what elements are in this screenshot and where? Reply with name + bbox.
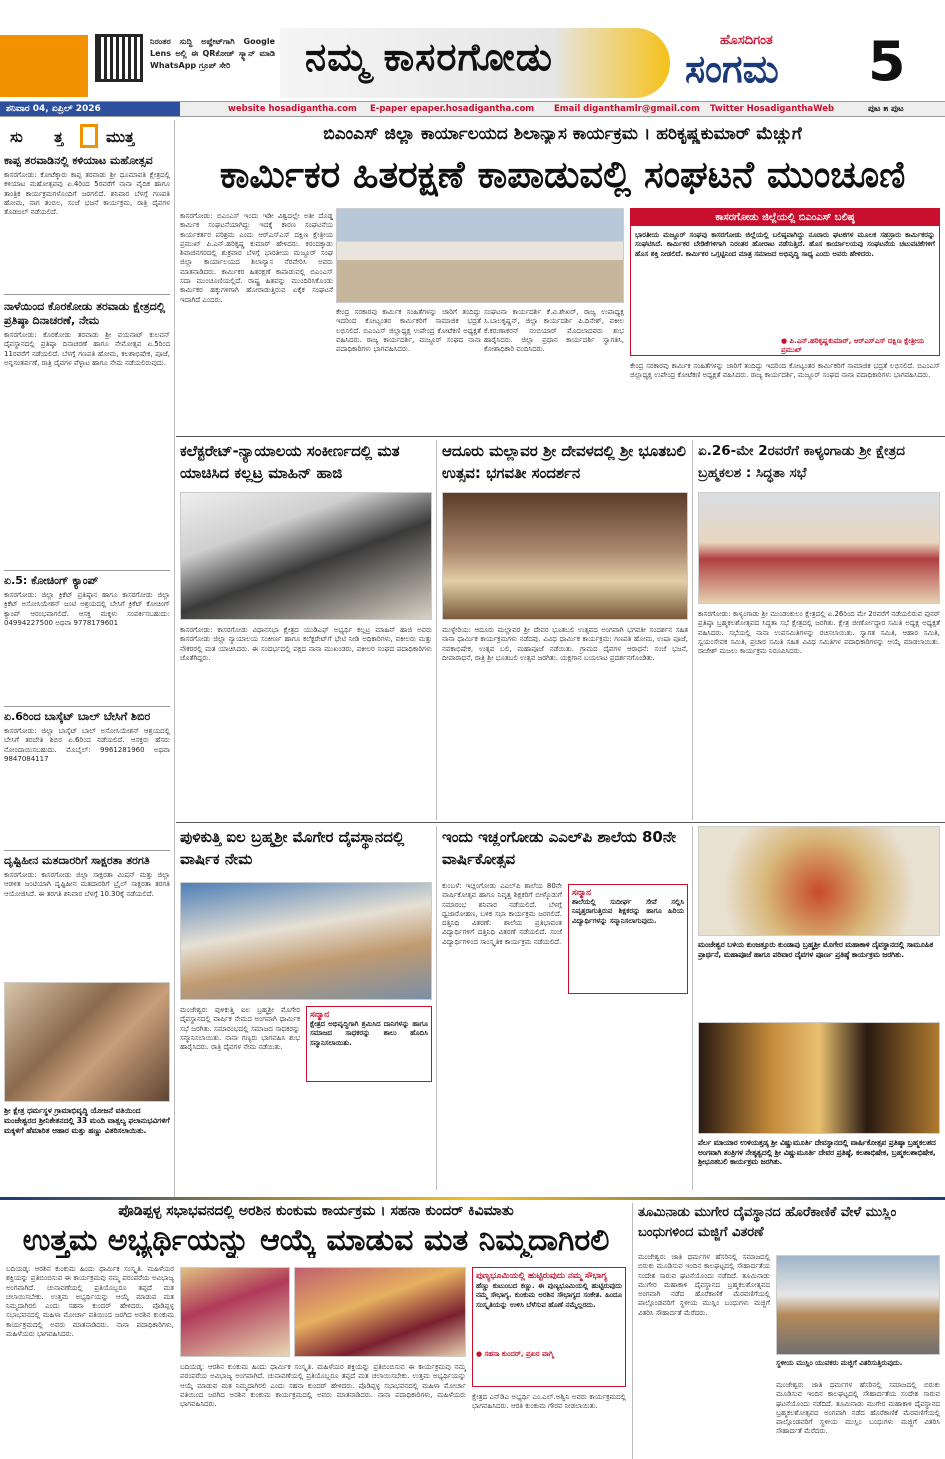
lead-body-mid: ಕೇಂದ್ರ ಸರಕಾರವು ಕಾರ್ಮಿಕ ಸಂಹಿತೆಗಳನ್ನು ಜಾರಿಗೆ ತಂದಿದ್ದು ಇದರಿಂದ ಕೋಟ್ಯಂತರ ಕಾರ್ಮಿಕರಿಗೆ ಸಾಮಾಜಿಕ ಭದ್ರತೆ ಲಭಿಸಲಿದೆ. ಬಿಎಂಎಸ್ ಜಿಲ್ಲಾಧ್ಯಕ್ಷ ಉಪೇಂದ್ರ ಕೋಟೆಕಣಿ ಅಧ್ಯಕ್ಷತೆ ವಹಿಸಿದರು. ರಾಜ್ಯ ಕಾರ್ಯದರ್ಶಿ, ಮಜ್ದೂರ್ ಸಂಘದ ನಾನಾ ಪದಾಧಿಕಾರಿಗಳು ಭಾಗವಹಿಸಿದರು. bbox=[336, 308, 481, 354]
sidebar-item-body: ಕಾಸರಗೋಡು: ಕಾಸರಗೋಡು ಜಿಲ್ಲಾ ಸಾಕ್ಷರತಾ ಮಿಷನ್ ಮತ್ತು ಜಿಲ್ಲಾ ಆಡಳಿತ ಜಂಟಿಯಾಗಿ ದೃಷ್ಟಿಹೀನ ಮತದಾರರಿಗೆ ಬ್ರೈಲ್ ಸಾಕ್ಷರತಾ ತರಗತಿ ಆಯೋಜಿಸಿದೆ. ಈ ತರಗತಿ ಶನಿವಾರ ಬೆಳಗ್ಗೆ 10.30ಕ್ಕೆ ನಡೆಯಲಿದೆ. bbox=[4, 871, 170, 898]
sidebar-title-mid: ತ್ತ bbox=[54, 128, 64, 146]
story-1-body: ಕಾಸರಗೋಡು: ಕಾಸರಗೋಡು ವಿಧಾನಸಭಾ ಕ್ಷೇತ್ರದ ಯುಡಿಎಫ್ ಅಭ್ಯರ್ಥಿ ಕಲ್ಲಟ್ರ ಮಾಹಿನ್ ಹಾಜಿ ಅವರು ಕಾಸರಗೋಡು ಜಿಲ್ಲಾ ನ್ಯಾಯಾಲಯ ಸಂಕೀರ್ಣ ಹಾಗೂ ಕಲೆಕ್ಟರೇಟ್‌ಗೆ ಭೇಟಿ ನೀಡಿ ಅಧಿಕಾರಿಗಳು, ವಕೀಲರು ಮತ್ತು ನೌಕರರಲ್ಲಿ ಮತ ಯಾಚಿಸಿದರು. ಈ ಸಂದರ್ಭದಲ್ಲಿ ಪಕ್ಷದ ನಾನಾ ಮುಖಂಡರು, ವಕೀಲರ ಸಂಘದ ಪದಾಧಿಕಾರಿಗಳು ಜೊತೆಗಿದ್ದರು. bbox=[180, 626, 432, 662]
bottom-right-body-2: ಮಂಜೇಶ್ವರ: ಜಾತಿ ಧರ್ಮಗಳ ಹೆಸರಿನಲ್ಲಿ ಸಮಾಜದಲ್ಲಿ ಬಿರುಕು ಮೂಡಿಸುವ ಇಂದಿನ ಕಾಲಘಟ್ಟದಲ್ಲಿ ಸೌಹಾರ್ದತೆಯ ಸಂದೇಶ ಸಾರುವ ಘಟನೆಯೊಂದು ನಡೆದಿದೆ. ತೂಮಿನಾಡು ಮುಗೇರ ಮಹಾಕಾಳಿ ದೈವಸ್ಥಾನದ ಬ್ರಹ್ಮಕಲಶೋತ್ಸವದ ಅಂಗವಾಗಿ ನಡೆದ ಹೊರೆಕಾಣಿಕೆ ಮೆರವಣಿಗೆಯಲ್ಲಿ ಪಾಲ್ಗೊಂಡವರಿಗೆ ಸ್ಥಳೀಯ ಮುಸ್ಲಿಂ ಬಂಧುಗಳು ಮಜ್ಜಿಗೆ ವಿತರಿಸಿ ಸೌಹಾರ್ದತೆ ಮೆರೆದರು. bbox=[776, 1381, 940, 1436]
sidebar-item-body: ಕಾಸರಗೋಡು: ಜಿಲ್ಲಾ ಕ್ರಿಕೆಟ್ ಪ್ರತಿಷ್ಠಾನ ಹಾಗೂ ಕಾಸರಗೋಡು ಜಿಲ್ಲಾ ಕ್ರಿಕೆಟ್ ಅಸೋಸಿಯೇಶನ್ ಜಂಟಿ ಆಶ್ರಯದಲ್ಲಿ ಬೇಸಿಗೆ ಕ್ರಿಕೆಟ್ ಕೋಚಿಂಗ್ ಕ್ಯಾಂಪ್ ಆರಂಭವಾಗಲಿದೆ. ಆಸಕ್ತ ಮಕ್ಕಳು ಸಂಪರ್ಕಿಸಬಹುದು: 04994227500 ಅಥವಾ 9778179601 bbox=[4, 591, 170, 627]
story-1 bbox=[180, 440, 432, 822]
website-link[interactable]: website hosadigantha.com bbox=[228, 104, 357, 114]
story-3-body: ಕಾಸರಗೋಡು: ಕಾಳ್ಯಂಗಾಡು ಶ್ರೀ ಮುಂಡಂಕುಲಂ ಕ್ಷೇತ್ರದಲ್ಲಿ ಏ.26ರಿಂದ ಮೇ 2ರವರೆಗೆ ನಡೆಯಲಿರುವ ಪುನರ್ ಪ್ರತಿಷ್ಠಾ ಬ್ರಹ್ಮಕಲಶೋತ್ಸವದ ಸಿದ್ಧತಾ ಸಭೆ ಕ್ಷೇತ್ರದಲ್ಲಿ ಜರಗಿತು. ಕ್ಷೇತ್ರ ಜೀರ್ಣೋದ್ಧಾರ ಸಮಿತಿ ಅಧ್ಯಕ್ಷ ಅಧ್ಯಕ್ಷತೆ ವಹಿಸಿದರು. ಸಭೆಯಲ್ಲಿ ನಾನಾ ಉಪಸಮಿತಿಗಳನ್ನು ರಚಿಸಲಾಯಿತು. ಸ್ವಾಗತ ಸಮಿತಿ, ಆಹಾರ ಸಮಿತಿ, ಸ್ವಯಂಸೇವಕ ಸಮಿತಿ, ಪ್ರಚಾರ ಸಮಿತಿ ಸಹಿತ ವಿವಿಧ ಸಮಿತಿಗಳ ಪದಾಧಿಕಾರಿಗಳನ್ನು ಆಯ್ಕೆ ಮಾಡಲಾಯಿತು. ರಾಜೇಶ್ ಮಜಲು ಕಾರ್ಯಕ್ರಮ ನಿರೂಪಿಸಿದರು. bbox=[698, 610, 940, 656]
story-5-honor-box bbox=[568, 884, 688, 994]
sidebar-item-2 bbox=[4, 300, 170, 561]
story-5 bbox=[442, 826, 688, 1192]
lead-sidebar-box bbox=[630, 208, 940, 356]
story-5-honor-body: ಶಾಲೆಯಲ್ಲಿ ಸುದೀರ್ಘ ಸೇವೆ ಸಲ್ಲಿಸಿ ನಿವೃತ್ತರಾಗುತ್ತಿರುವ ಶಿಕ್ಷಕರನ್ನು ಹಾಗೂ ಹಿರಿಯ ವಿದ್ಯಾರ್ಥಿಗಳನ್ನು ಸನ್ಮಾನಿಸಲಾಗುವುದು. bbox=[572, 898, 684, 925]
photo-feature-caption-1: ಮಂಜೇಶ್ವರ ಬಳಿಯ ಕುಂಜತ್ತೂರು ಕುಂಡಾಪು ಬ್ರಹ್ಮಶ್ರೀ ಮೊಗೇರ ಮಹಾಕಾಳಿ ದೈವಸ್ಥಾನದಲ್ಲಿ ಸಾಮೂಹಿಕ ಪ್ರಾರ್ಥನೆ, ಮಹಾಪೂಜೆ ಹಾಗೂ ಪರಿವಾರ ದೈವಗಳ ಪೂರ್ಣ ಪ್ರತಿಷ್ಠೆ ಕಾರ್ಯಕ್ರಮ ಜರಗಿತು. bbox=[698, 940, 933, 959]
sidebar-item-head: ಕಾಪ್ಪ ತರವಾಡಿನಲ್ಲಿ ಕಳಿಯಾಟ ಮಹೋತ್ಸವ bbox=[4, 154, 153, 167]
story-5-honor-head: ಸನ್ಮಾನ bbox=[572, 888, 592, 898]
bottom-left-body-2: ಬದಿಯಡ್ಕ: ಆರಶಿನ ಕುಂಕುಮ ಹಿಂದು ಧಾರ್ಮಿಕ ಸಂಸ್ಕೃತಿ. ಮಹಿಳೆಯರ ಶಕ್ತಿಯನ್ನು ಪ್ರತಿಬಿಂಬಿಸುವ ಈ ಕಾರ್ಯಕ್ರಮವು ನಮ್ಮ ಪರಂಪರೆಯ ಅವಿಭಾಜ್ಯ ಅಂಗವಾಗಿದೆ. ಚುನಾವಣೆಯಲ್ಲಿ ಪ್ರತಿಯೊಬ್ಬರೂ ತಪ್ಪದೆ ಮತ ಚಲಾಯಿಸಬೇಕು. ಉತ್ತಮ ಅಭ್ಯರ್ಥಿಯನ್ನು ಆಯ್ಕೆ ಮಾಡುವ ಮತ ನಿಮ್ಮದಾಗಿರಲಿ ಎಂದು ಸಹನಾ ಕುಂದರ್ ಹೇಳಿದರು. ಪೊಡಿಪ್ಪಳ್ಳ ಸಭಾಭವನದಲ್ಲಿ ಮಹಿಳಾ ಮೋರ್ಚಾ ವತಿಯಿಂದ ಜರಗಿದ ಅರಶಿನ ಕುಂಕುಮ ಕಾರ್ಯಕ್ರಮದಲ್ಲಿ ಅವರು ಮಾತನಾಡಿದರು. ನಾನಾ ಪದಾಧಿಕಾರಿಗಳು, ಮಹಿಳೆಯರು ಭಾಗವಹಿಸಿದರು. bbox=[180, 1363, 466, 1409]
sidebar-item-5 bbox=[4, 854, 170, 963]
sidebar-title-right: ಮುತ್ತ bbox=[106, 128, 135, 146]
page-number: 5 bbox=[868, 30, 906, 93]
photo-feature bbox=[698, 826, 940, 1192]
bottom-right-headline: ತೂಮಿನಾಡು ಮುಗೇರ ದೈವಸ್ಥಾನದ ಹೊರೆಕಾಣಿಕೆ ವೇಳೆ ಮುಸ್ಲಿಂ ಬಂಧುಗಳಿಂದ ಮಜ್ಜಿಗೆ ವಿತರಣೆ bbox=[638, 1205, 897, 1240]
bottom-right-caption: ಸ್ಥಳೀಯ ಮುಸ್ಲಿಂ ಯುವಕರು ಮಜ್ಜಿಗೆ ವಿತರಿಸುತ್ತಿರುವುದು. bbox=[776, 1359, 903, 1367]
sidebar-title bbox=[4, 124, 170, 150]
pages-label: ಪುಟ ೫ ಪುಟ bbox=[868, 104, 904, 114]
story-4-honor-box bbox=[306, 1006, 432, 1082]
lead-photo bbox=[336, 208, 624, 303]
story-2-photo bbox=[442, 492, 688, 620]
epaper-link[interactable]: E-paper epaper.hosadigantha.com bbox=[370, 104, 535, 114]
story-4-honor-body: ಕ್ಷೇತ್ರದ ಅಭಿವೃದ್ಧಿಗಾಗಿ ಶ್ರಮಿಸಿದ ದಾನಿಗಳನ್ನು ಹಾಗೂ ಸಮಾಜದ ಸಾಧಕರನ್ನು ಶಾಲು ಹೊದಿಸಿ ಸನ್ಮಾನಿಸಲಾಯಿತು. bbox=[310, 1020, 428, 1047]
sidebar-logo-icon bbox=[80, 124, 98, 148]
story-5-body: ಕುಂಬಳೆ: ಇಚ್ಲಂಗೋಡು ಎಎಲ್‌ಪಿ ಶಾಲೆಯ 80ನೇ ವಾರ್ಷಿಕೋತ್ಸವ ಹಾಗೂ ನಿವೃತ್ತ ಶಿಕ್ಷಕರಿಗೆ ಬೀಳ್ಕೊಡುಗೆ ಸಮಾರಂಭ ಶನಿವಾರ ನಡೆಯಲಿದೆ. ಬೆಳಗ್ಗೆ ಧ್ವಜಾರೋಹಣ, ಬಳಿಕ ಸಭಾ ಕಾರ್ಯಕ್ರಮ ಜರಗಲಿದೆ. ದತ್ತಿನಿಧಿ ವಿತರಣೆ: ಶಾಲೆಯ ಪ್ರತಿಭಾವಂತ ವಿದ್ಯಾರ್ಥಿಗಳಿಗೆ ದತ್ತಿನಿಧಿ ವಿತರಣೆ ನಡೆಯಲಿದೆ. ಸಂಜೆ ವಿದ್ಯಾರ್ಥಿಗಳಿಂದ ಸಾಂಸ್ಕೃತಿಕ ಕಾರ್ಯಕ್ರಮ ನಡೆಯಲಿದೆ. bbox=[442, 882, 562, 946]
story-4 bbox=[180, 826, 432, 1192]
bottom-left-body: ಬದಿಯಡ್ಕ: ಆರಶಿನ ಕುಂಕುಮ ಹಿಂದು ಧಾರ್ಮಿಕ ಸಂಸ್ಕೃತಿ. ಮಹಿಳೆಯರ ಶಕ್ತಿಯನ್ನು ಪ್ರತಿಬಿಂಬಿಸುವ ಈ ಕಾರ್ಯಕ್ರಮವು ನಮ್ಮ ಪರಂಪರೆಯ ಅವಿಭಾಜ್ಯ ಅಂಗವಾಗಿದೆ. ಚುನಾವಣೆಯಲ್ಲಿ ಪ್ರತಿಯೊಬ್ಬರೂ ತಪ್ಪದೆ ಮತ ಚಲಾಯಿಸಬೇಕು. ಉತ್ತಮ ಅಭ್ಯರ್ಥಿಯನ್ನು ಆಯ್ಕೆ ಮಾಡುವ ಮತ ನಿಮ್ಮದಾಗಿರಲಿ ಎಂದು ಸಹನಾ ಕುಂದರ್ ಹೇಳಿದರು. ಪೊಡಿಪ್ಪಳ್ಳ ಸಭಾಭವನದಲ್ಲಿ ಮಹಿಳಾ ಮೋರ್ಚಾ ವತಿಯಿಂದ ಜರಗಿದ ಅರಶಿನ ಕುಂಕುಮ ಕಾರ್ಯಕ್ರಮದಲ್ಲಿ ಅವರು ಮಾತನಾಡಿದರು. ನಾನಾ ಪದಾಧಿಕಾರಿಗಳು, ಮಹಿಳೆಯರು ಭಾಗವಹಿಸಿದರು. bbox=[6, 1265, 174, 1339]
bottom-left-box-body: ಹೆಣ್ಣು ಕುಟುಂಬದ ಕಣ್ಣು. ಈ ಪುಣ್ಯಭೂಮಿಯಲ್ಲಿ ಹುಟ್ಟಿರುವುದು ನಮ್ಮ ಸೌಭಾಗ್ಯ. ಕುಂಕುಮ ಅರಶಿನ ಸೌಭಾಗ್ಯದ ಸಂಕೇತ. ಹಿಂದೂ ಸಂಸ್ಕೃತಿಯನ್ನು ಉಳಿಸಿ ಬೆಳೆಸುವ ಹೊಣೆ ನಮ್ಮೆಲ್ಲರದು. bbox=[476, 1282, 622, 1309]
bottom-right-story bbox=[638, 1203, 940, 1459]
lead-body-right: ಸಂಘಟನಾ ಕಾರ್ಯದರ್ಶಿ ಕೆ.ವಿ.ಶೇಖರ್, ರಾಜ್ಯ ಉಪಾಧ್ಯಕ್ಷ ಸಿ.ಬಾಲಕೃಷ್ಣನ್, ಜಿಲ್ಲಾ ಕಾರ್ಯದರ್ಶಿ ಪಿ.ದಿನೇಶ್, ವಕೀಲ ಕೆ.ಕರುಣಾಕರನ್ ನಂಬಿಯಾರ್ ಮೊದಲಾದವರು ಶುಭ ಹಾರೈಸಿದರು. ಜಿಲ್ಲಾ ಪ್ರಧಾನ ಕಾರ್ಯದರ್ಶಿ ಸ್ವಾಗತಿಸಿ, ಕೋಶಾಧಿಕಾರಿ ವಂದಿಸಿದರು. bbox=[484, 308, 624, 354]
story-4-photo bbox=[180, 882, 432, 1000]
date-bar bbox=[0, 101, 945, 117]
bottom-left-body2: ಕ್ಷೇತ್ರದ ಎನ್‌ಡಿಎ ಅಭ್ಯರ್ಥಿ ಎಂ.ಎಲ್.ಅಶ್ವಿನಿ ಅವರು ಕಾರ್ಯಕ್ರಮದಲ್ಲಿ ಭಾಗವಹಿಸಿದರು. ಆರತಿ ಕುಂಕುಮ ಗೌರವ ನೀಡಲಾಯಿತು. bbox=[472, 1393, 626, 1411]
bottom-left-box-sign: ● ಸಹನಾ ಕುಂದರ್, ಪ್ರಖರ ವಾಗ್ಮಿ bbox=[476, 1350, 554, 1358]
sidebar-item-body: ಕಾಸರಗೋಡು: ಕೋಟೆಕ್ಕಾರು ಕಾಪ್ಪ ತರವಾಡು ಶ್ರೀ ಧೂಮಾವತಿ ಕ್ಷೇತ್ರದಲ್ಲಿ ಕಳಿಯಾಟ ಮಹೋತ್ಸವವು ಏ.4ರಿಂದ 5ರವರೆಗೆ ನಾನಾ ವೈದಿಕ ಹಾಗೂ ತಾಂತ್ರಿಕ ಕಾರ್ಯಕ್ರಮಗಳೊಂದಿಗೆ ಜರಗಲಿದೆ. ಶನಿವಾರ ಬೆಳಗ್ಗೆ ಗಣಪತಿ ಹೋಮ, ನಾಗ ತಂಬಿಲ, ಸಂಜೆ ಭಜನೆ ಕಾರ್ಯಕ್ರಮ, ರಾತ್ರಿ ದೈವಗಳ ತೊಡಙಲ್ ನಡೆಯಲಿದೆ. bbox=[4, 171, 170, 217]
bottom-left-box bbox=[472, 1267, 626, 1387]
lead-sidebar-continued: ಕೇಂದ್ರ ಸರಕಾರವು ಕಾರ್ಮಿಕ ಸಂಹಿತೆಗಳನ್ನು ಜಾರಿಗೆ ತಂದಿದ್ದು ಇದರಿಂದ ಕೋಟ್ಯಂತರ ಕಾರ್ಮಿಕರಿಗೆ ಸಾಮಾಜಿಕ ಭದ್ರತೆ ಲಭಿಸಲಿದೆ. ಬಿಎಂಎಸ್ ಜಿಲ್ಲಾಧ್ಯಕ್ಷ ಉಪೇಂದ್ರ ಕೋಟೆಕಣಿ ಅಧ್ಯಕ್ಷತೆ ವಹಿಸಿದರು. ರಾಜ್ಯ ಕಾರ್ಯದರ್ಶಿ, ಮಜ್ದೂರ್ ಸಂಘದ ನಾನಾ ಪದಾಧಿಕಾರಿಗಳು ಭಾಗವಹಿಸಿದರು. bbox=[630, 362, 940, 380]
sidebar-title-left: ಸು bbox=[10, 128, 23, 146]
sidebar-item-head: ನಾಳೆಯಿಂದ ಕೊರಕೋಡು ತರವಾಡು ಕ್ಷೇತ್ರದಲ್ಲಿ ಪ್ರತಿಷ್ಠಾ ದಿನಾಚರಣೆ, ನೇಮ bbox=[4, 300, 166, 327]
qr-code[interactable] bbox=[95, 34, 143, 82]
photo-feature-1 bbox=[698, 826, 940, 936]
sidebar-item-body: ಕಾಸರಗೋಡು: ಕೊರಕೋಡು ತರವಾಡು ಶ್ರೀ ವಯನಾಟ್ ಕುಲವನ್ ದೈವಸ್ಥಾನದಲ್ಲಿ ಪ್ರತಿಷ್ಠಾ ದಿನಾಚರಣೆ ಹಾಗೂ ನೇಮೋತ್ಸವ ಏ.5ರಿಂದ 11ರವರೆಗೆ ನಡೆಯಲಿದೆ. ಬೆಳಗ್ಗೆ ಗಣಪತಿ ಹೋಮ, ಕಲಶಾಭಿಷೇಕ, ಪೂಜೆ, ಅನ್ನಸಂತರ್ಪಣೆ, ರಾತ್ರಿ ದೈವಗಳ ವೆಳ್ಳಾಟ ಹಾಗೂ ನೇಮ ನಡೆಯಲಿರುವುದು. bbox=[4, 331, 170, 367]
sidebar-item-body: ಕಾಸರಗೋಡು: ಜಿಲ್ಲಾ ಬಾಸ್ಕೆಟ್ ಬಾಲ್ ಅಸೋಸಿಯೇಶನ್ ಆಶ್ರಯದಲ್ಲಿ ಬೇಸಿಗೆ ತರಬೇತಿ ಶಿಬಿರ ಏ.6ರಿಂದ ನಡೆಯಲಿದೆ. ಆಸಕ್ತರು ಹೆಸರು ನೋಂದಾಯಿಸಬಹುದು. ಮೊಬೈಲ್: 9961281960 ಅಥವಾ 9847084117 bbox=[4, 727, 170, 763]
story-3-photo bbox=[698, 492, 940, 604]
bottom-left-box-head: ಪುಣ್ಯಭೂಮಿಯಲ್ಲಿ ಹುಟ್ಟಿರುವುದು ನಮ್ಮ ಸೌಭಾಗ್ಯ bbox=[476, 1271, 608, 1281]
bottom-divider bbox=[0, 1197, 945, 1200]
sidebar-item-1 bbox=[4, 154, 170, 266]
story-2-body: ಮುಳ್ಳೇರಿಯ: ಆದೂರು ಮಲ್ಲಾವರ ಶ್ರೀ ದೇವರ ಭೂತಬಲಿ ಉತ್ಸವದ ಅಂಗವಾಗಿ ಭಗವತೀ ಸಂದರ್ಶನ ಸಹಿತ ನಾನಾ ಧಾರ್ಮಿಕ ಕಾರ್ಯಕ್ರಮಗಳು ನಡೆದವು. ವಿವಿಧ ಧಾರ್ಮಿಕ ಕಾರ್ಯಕ್ರಮ: ಗಣಪತಿ ಹೋಮ, ಉಷಾ ಪೂಜೆ, ನವಕಾಭಿಷೇಕ, ಉತ್ಸವ ಬಲಿ, ಮಹಾಪೂಜೆ ನಡೆಯಿತು. ಗ್ರಾಮದ ದೈವಗಳ ಆರಾಧನೆ: ಸಂಜೆ ಭಜನೆ, ದೀಪಾರಾಧನೆ, ರಾತ್ರಿ ಶ್ರೀ ಭೂತಬಲಿ ಉತ್ಸವ ಜರಗಿತು. ಯಕ್ಷಗಾನ ಬಯಲಾಟ ಪ್ರದರ್ಶನಗೊಂಡಿತು. bbox=[442, 626, 688, 662]
email-link[interactable]: Email diganthamlr@gmail.com bbox=[554, 104, 700, 114]
bottom-left-headline: ಉತ್ತಮ ಅಭ್ಯರ್ಥಿಯನ್ನು ಆಯ್ಕೆ ಮಾಡುವ ಮತ ನಿಮ್ಮದಾಗಿರಲಿ bbox=[22, 1223, 610, 1258]
lead-body-left: ಕಾಸರಗೋಡು: ಬಿಎಂಎಸ್ ಇಂದು ಇಡೀ ವಿಶ್ವದಲ್ಲೇ ಅತೀ ದೊಡ್ಡ ಕಾರ್ಮಿಕ ಸಂಘಟನೆಯಾಗಿದ್ದು ಇದಕ್ಕೆ ಕಾರಣ ಸಂಘಟನೆಯ ಕಾರ್ಯಕರ್ತರ ಪರಿಶ್ರಮ ಎಂದು ಆರ್‌ಎಸ್‌ಎಸ್ ದಕ್ಷಿಣ ಕ್ಷೇತ್ರೀಯ ಪ್ರಮುಖ್ ಪಿ.ಎನ್.ಹರಿಕೃಷ್ಣ ಕುಮಾರ್ ಹೇಳಿದರು. ಕರಂದಕ್ಕಾಡು ಶಿವಾಜಿನಗರದಲ್ಲಿ ಶುಕ್ರವಾರ ಬೆಳಗ್ಗೆ ಭಾರತೀಯ ಮಜ್ದೂರ್ ಸಂಘ ಜಿಲ್ಲಾ ಕಾರ್ಯಾಲಯದ ಶಿಲಾನ್ಯಾಸ ನೆರವೇರಿಸಿ ಅವರು ಮಾತನಾಡಿದರು. ಕಾರ್ಮಿಕರ ಹಿತರಕ್ಷಣೆ ಕಾಪಾಡುವಲ್ಲಿ ಬಿಎಂಎಸ್ ಸದಾ ಮುಂಚೂಣಿಯಲ್ಲಿದೆ. ರಾಷ್ಟ್ರ ಹಿತವನ್ನು ಮುಂದಿರಿಸಿಕೊಂಡು ಕಾರ್ಮಿಕರ ಹಕ್ಕುಗಳಿಗಾಗಿ ಹೋರಾಡುತ್ತಿರುವ ಏಕೈಕ ಸಂಘಟನೆ ಇದಾಗಿದೆ ಎಂದರು. bbox=[180, 212, 333, 304]
date-label: ಶನಿವಾರ 04, ಏಪ್ರಿಲ್ 2026 bbox=[0, 102, 180, 116]
photo-feature-caption-2: ಪೆರ್ಲ ಮಾಯಾರ ಉಳಿಯತ್ತಡ್ಕ ಶ್ರೀ ವಿಷ್ಣುಮೂರ್ತಿ ದೇವಸ್ಥಾನದಲ್ಲಿ ವಾರ್ಷಿಕೋತ್ಸವ ಪ್ರತಿಷ್ಠಾ ಬ್ರಹ್ಮಕಲಶದ ಅಂಗವಾಗಿ ತಂತ್ರಿಗಳ ನೇತೃತ್ವದಲ್ಲಿ ಶ್ರೀ ವಿಷ್ಣುಮೂರ್ತಿ ದೇವರ ಪ್ರತಿಷ್ಠೆ, ಕಲಶಾಭಿಷೇಕ, ಬ್ರಹ್ಮಕಲಶಾಭಿಷೇಕ, ಶ್ರೀಭೂತಬಲಿ ಕಾರ್ಯಕ್ರಮ ಜರಗಿತು. bbox=[698, 1138, 936, 1166]
story-4-headline: ಪುಳಿಕುತ್ತಿ ಐಲ ಬ್ರಹ್ಮಶ್ರೀ ಮೊಗೇರ ದೈವಸ್ಥಾನದಲ್ಲಿ ವಾರ್ಷಿಕ ನೇಮ bbox=[180, 828, 405, 868]
sidebar bbox=[0, 122, 172, 1200]
bottom-right-body: ಮಂಜೇಶ್ವರ: ಜಾತಿ ಧರ್ಮಗಳ ಹೆಸರಿನಲ್ಲಿ ಸಮಾಜದಲ್ಲಿ ಬಿರುಕು ಮೂಡಿಸುವ ಇಂದಿನ ಕಾಲಘಟ್ಟದಲ್ಲಿ ಸೌಹಾರ್ದತೆಯ ಸಂದೇಶ ಸಾರುವ ಘಟನೆಯೊಂದು ನಡೆದಿದೆ. ತೂಮಿನಾಡು ಮುಗೇರ ಮಹಾಕಾಳಿ ದೈವಸ್ಥಾನದ ಬ್ರಹ್ಮಕಲಶೋತ್ಸವದ ಅಂಗವಾಗಿ ನಡೆದ ಹೊರೆಕಾಣಿಕೆ ಮೆರವಣಿಗೆಯಲ್ಲಿ ಪಾಲ್ಗೊಂಡವರಿಗೆ ಸ್ಥಳೀಯ ಮುಸ್ಲಿಂ ಬಂಧುಗಳು ಮಜ್ಜಿಗೆ ವಿತರಿಸಿ ಸೌಹಾರ್ದತೆ ಮೆರೆದರು. bbox=[638, 1253, 770, 1317]
story-3 bbox=[698, 440, 940, 822]
sidebar-item-head: ದೃಷ್ಟಿಹೀನ ಮತದಾರರಿಗೆ ಸಾಕ್ಷರತಾ ತರಗತಿ bbox=[4, 854, 150, 867]
qr-text: ನಿರಂತರ ಸುದ್ದಿ ಅಪ್ಡೇಟ್‌ಗಾಗಿ Google Lens ಅಲ್ಲಿ ಈ QRಕೋಡ್ ಸ್ಕ್ಯಾನ್ ಮಾಡಿ WhatsApp ಗ್ರೂಪ್ ಸೇರಿ bbox=[150, 37, 275, 70]
story-3-headline: ಏ.26-ಮೇ 2ರವರೆಗೆ ಕಾಳ್ಯಂಗಾಡು ಶ್ರೀ ಕ್ಷೇತ್ರದ ಬ್ರಹ್ಮಕಲಶ : ಸಿದ್ಧತಾ ಸಭೆ bbox=[698, 443, 905, 481]
sidebar-item-head: ಏ.6ರಿಂದ ಬಾಸ್ಕೆಟ್ ಬಾಲ್ ಬೇಸಿಗೆ ಶಿಬಿರ bbox=[4, 710, 151, 723]
bottom-left-story bbox=[0, 1203, 630, 1459]
sidebar-item-3 bbox=[4, 574, 170, 703]
lead-kicker: ಬಿಎಂಎಸ್ ಜಿಲ್ಲಾ ಕಾರ್ಯಾಲಯದ ಶಿಲಾನ್ಯಾಸ ಕಾರ್ಯಕ್ರಮ । ಹರಿಕೃಷ್ಣಕುಮಾರ್ ಮೆಚ್ಚುಗೆ bbox=[323, 124, 802, 144]
bottom-left-kicker: ಪೊಡಿಪ್ಪಳ್ಳ ಸಭಾಭವನದಲ್ಲಿ ಅರಶಿನ ಕುಂಕುಮ ಕಾರ್ಯಕ್ರಮ । ಸಹನಾ ಕುಂದರ್ ಕಿವಿಮಾತು bbox=[118, 1203, 514, 1219]
bottom-left-photo-2 bbox=[294, 1267, 466, 1357]
lead-sidebar-head: ಕಾಸರಗೋಡು ಜಿಲ್ಲೆಯಲ್ಲಿ ಬಿಎಂಎಸ್ ಬಲಿಷ್ಠ bbox=[631, 209, 939, 226]
sidebar-item-head: ಏ.5: ಕೋಚಿಂಗ್ ಕ್ಯಾಂಪ್ bbox=[4, 574, 99, 587]
photo-feature-2 bbox=[698, 1022, 940, 1134]
story-2-headline: ಆದೂರು ಮಲ್ಲಾವರ ಶ್ರೀ ದೇವಳದಲ್ಲಿ ಶ್ರೀ ಭೂತಬಲಿ ಉತ್ಸವ: ಭಗವತೀ ಸಂದರ್ಶನ bbox=[442, 442, 686, 482]
sidebar-photo-caption: ಶ್ರೀ ಕ್ಷೇತ್ರ ಧರ್ಮಸ್ಥಳ ಗ್ರಾಮಾಭಿವೃದ್ಧಿ ಯೋಜನೆ ವತಿಯಿಂದ ಮಂಜೇಶ್ವರದ ಶ್ರೀನಿಕೇತನದಲ್ಲಿ 33 ಮಂದಿ ವಾತ್ಸಲ್ಯ ಫಲಾನುಭವಿಗಳಿಗೆ ಮಕ್ಕಳಿಗೆ ಹೆಮಾರಿತ ಆಹಾರ ಮತ್ತು ಹಣ್ಣು ವಿತರಿಸಲಾಯಿತು. bbox=[4, 1106, 170, 1135]
lead-headline: ಕಾರ್ಮಿಕರ ಹಿತರಕ್ಷಣೆ ಕಾಪಾಡುವಲ್ಲಿ ಸಂಘಟನೆ ಮುಂಚೂಣಿ bbox=[219, 152, 906, 196]
lead-sidebar-sign: ● ಪಿ.ಎನ್.ಹರಿಕೃಷ್ಣಕುಮಾರ್, ಆರ್‌ಎಸ್‌ಎಸ್ ದಕ್ಷಿಣ ಕ್ಷೇತ್ರೀಯ ಪ್ರಮುಖ್ bbox=[781, 337, 925, 354]
sidebar-item-4 bbox=[4, 710, 170, 831]
page-title: ನಮ್ಮ ಕಾಸರಗೋಡು bbox=[305, 34, 554, 79]
bottom-right-photo bbox=[776, 1255, 940, 1355]
story-4-honor-head: ಸನ್ಮಾನ bbox=[310, 1010, 330, 1020]
bottom-left-photo-1 bbox=[180, 1267, 290, 1357]
story-4-body: ಮಂಜೇಶ್ವರ: ಪುಳಿಕುತ್ತಿ ಐಲ ಬ್ರಹ್ಮಶ್ರೀ ಮೊಗೇರ ದೈವಸ್ಥಾನದಲ್ಲಿ ವಾರ್ಷಿಕ ನೇಮದ ಅಂಗವಾಗಿ ಧಾರ್ಮಿಕ ಸಭೆ ಜರಗಿತು. ಸಮಾರಂಭದಲ್ಲಿ ಸಮಾಜದ ಸಾಧಕರನ್ನು ಸನ್ಮಾನಿಸಲಾಯಿತು. ನಾನಾ ಗಣ್ಯರು ಭಾಗವಹಿಸಿ ಶುಭ ಹಾರೈಸಿದರು. ರಾತ್ರಿ ದೈವಗಳ ನೇಮ ನಡೆಯಿತು. bbox=[180, 1006, 300, 1052]
header bbox=[0, 0, 945, 100]
sidebar-photo bbox=[4, 982, 170, 1102]
story-1-headline: ಕಲೆಕ್ಟರೇಟ್-ನ್ಯಾಯಾಲಯ ಸಂಕೀರ್ಣದಲ್ಲಿ ಮತ ಯಾಚಿಸಿದ ಕಲ್ಲಟ್ರ ಮಾಹಿನ್ ಹಾಜಿ bbox=[180, 442, 400, 482]
brand-small: ಹೊಸದಿಗಂತ bbox=[720, 33, 773, 48]
twitter-link[interactable]: Twitter HosadiganthaWeb bbox=[710, 104, 835, 114]
brand-big: ಸಂಗಮ bbox=[685, 46, 779, 91]
story-5-headline: ಇಂದು ಇಚ್ಲಂಗೋಡು ಎಎಲ್‌ಪಿ ಶಾಲೆಯ 80ನೇ ವಾರ್ಷಿಕೋತ್ಸವ bbox=[442, 828, 677, 868]
lead-sidebar-body: ಭಾರತೀಯ ಮಜ್ದೂರ್ ಸಂಘವು ಕಾಸರಗೋಡು ಜಿಲ್ಲೆಯಲ್ಲಿ ಬಲಿಷ್ಠವಾಗಿದ್ದು ನೂರಾರು ಘಟಕಗಳ ಮೂಲಕ ಸಹಸ್ರಾರು ಕಾರ್ಮಿಕರನ್ನು ಸಂಘಟಿಸಿದೆ. ಕಾರ್ಮಿಕರ ಬೇಡಿಕೆಗಳಿಗಾಗಿ ನಿರಂತರ ಹೋರಾಟ ನಡೆಸುತ್ತಿದೆ. ಹೊಸ ಕಾರ್ಯಾಲಯವು ಸಂಘಟನೆಯ ಚಟುವಟಿಕೆಗಳಿಗೆ ಹೊಸ ಶಕ್ತಿ ನೀಡಲಿದೆ. ಕಾರ್ಮಿಕರ ಒಗ್ಗಟ್ಟಿನಿಂದ ಮಾತ್ರ ಸಮಾಜದ ಅಭಿವೃದ್ಧಿ ಸಾಧ್ಯ ಎಂದು ಅವರು ಹೇಳಿದರು. bbox=[635, 231, 935, 258]
story-2 bbox=[442, 440, 688, 822]
story-1-photo bbox=[180, 492, 432, 620]
header-orange-block bbox=[0, 35, 88, 97]
